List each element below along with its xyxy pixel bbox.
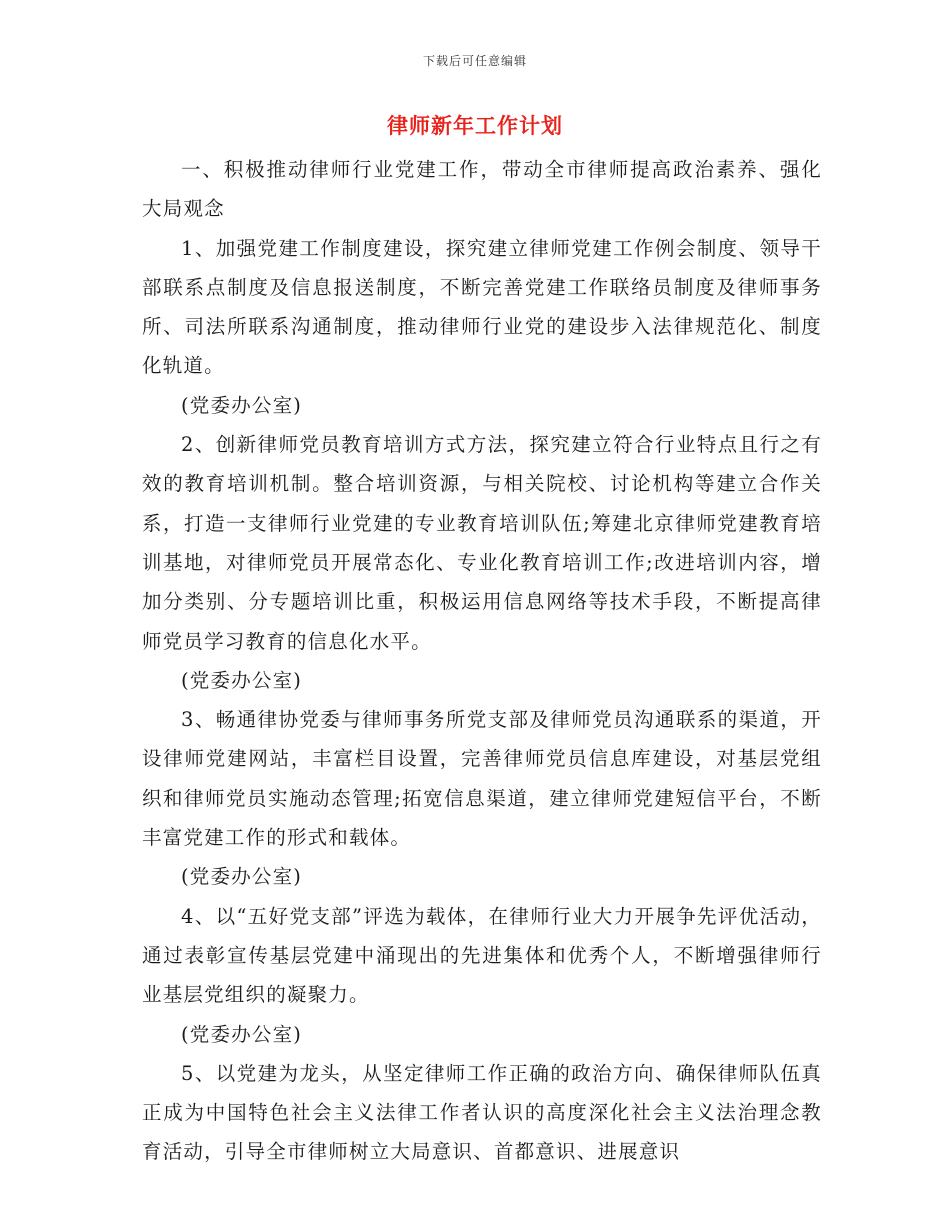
office-label: (党委办公室) bbox=[181, 1022, 303, 1046]
document-body bbox=[142, 150, 822, 1172]
office-label: (党委办公室) bbox=[181, 393, 303, 417]
paragraph: 5、以党建为龙头，从坚定律师工作正确的政治方向、确保律师队伍真正成为中国特色社会主义法律工作者认识的高度深化社会主义法治理念教育活动，引导全市律师树立大局意识、首都意识、进展意识 bbox=[142, 1061, 822, 1164]
header-note: 下载后可任意编辑 bbox=[422, 54, 527, 68]
paragraph: 4、以“五好党支部”评选为载体，在律师行业大力开展争先评优活动，通过表彰宣传基层党建中涌现出的先进集体和优秀个人，不断增强律师行业基层党组织的凝聚力。 bbox=[142, 904, 822, 1007]
paragraph: 1、加强党建工作制度建设，探究建立律师党建工作例会制度、领导干部联系点制度及信息报送制度，不断完善党建工作联络员制度及律师事务所、司法所联系沟通制度，推动律师行业党的建设步入法律规范化、制度化轨道。 bbox=[142, 236, 822, 378]
office-label: (党委办公室) bbox=[181, 668, 303, 692]
document-title: 律师新年工作计划 bbox=[387, 113, 563, 138]
office-label: (党委办公室) bbox=[181, 865, 303, 889]
paragraph: 3、畅通律协党委与律师事务所党支部及律师党员沟通联系的渠道，开设律师党建网站，丰富栏目设置，完善律师党员信息库建设，对基层党组织和律师党员实施动态管理;拓宽信息渠道，建立律师党建短信平台，不断丰富党建工作的形式和载体。 bbox=[142, 708, 822, 850]
section-heading: 一、积极推动律师行业党建工作，带动全市律师提高政治素养、强化大局观念 bbox=[142, 158, 822, 221]
paragraph: 2、创新律师党员教育培训方式方法，探究建立符合行业特点且行之有效的教育培训机制。整合培训资源，与相关院校、讨论机构等建立合作关系，打造一支律师行业党建的专业教育培训队伍;筹建北京律师党建教育培训基地，对律师党员开展常态化、专业化教育培训工作;改进培训内容，增加分类别、分专题培训比重，积极运用信息网络等技术手段，不断提高律师党员学习教育的信息化水平。 bbox=[142, 433, 822, 653]
